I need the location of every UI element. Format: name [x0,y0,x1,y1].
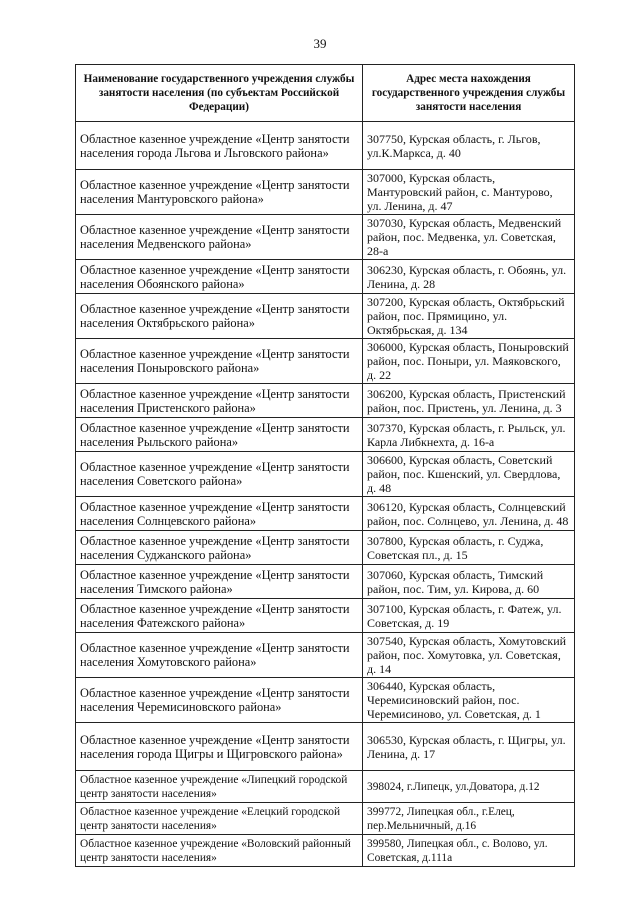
address-cell: 307540, Курская область, Хомутовский район, пос. Хомутовка, ул. Советская, д. 14 [363,633,575,678]
table-row [76,531,575,565]
table-row [76,384,575,418]
institution-name-cell: Областное казенное учреждение «Центр занятости населения Суджанского района» [76,531,363,565]
table-row [76,835,575,867]
table-row [76,497,575,531]
address-cell: 307800, Курская область, г. Суджа, Советская пл., д. 15 [363,531,575,565]
table-row [76,418,575,452]
table-row [76,170,575,215]
table-header-row [76,65,575,122]
address-cell: 306200, Курская область, Пристенский район, пос. Пристень, ул. Ленина, д. 3 [363,384,575,418]
header-institution-name: Наименование государственного учреждения службы занятости населения (по субъектам Российской Федерации) [76,65,363,122]
institution-name-cell: Областное казенное учреждение «Центр занятости населения Советского района» [76,452,363,497]
address-cell: 307750, Курская область, г. Льгов, ул.К.Маркса, д. 40 [363,122,575,170]
institution-name-cell: Областное казенное учреждение «Воловский районный центр занятости населения» [76,835,363,867]
table-row [76,803,575,835]
address-cell: 307100, Курская область, г. Фатеж, ул. Советская, д. 19 [363,599,575,633]
address-cell: 306530, Курская область, г. Щигры, ул. Ленина, д. 17 [363,723,575,771]
institution-name-cell: Областное казенное учреждение «Центр занятости населения Пристенского района» [76,384,363,418]
address-cell: 307000, Курская область, Мантуровский район, с. Мантурово, ул. Ленина, д. 47 [363,170,575,215]
address-cell: 307370, Курская область, г. Рыльск, ул. Карла Либкнехта, д. 16-а [363,418,575,452]
address-cell: 306440, Курская область, Черемисиновский район, пос. Черемисиново, ул. Советская, д. 1 [363,678,575,723]
table-row [76,260,575,294]
table-row [76,122,575,170]
address-cell: 306120, Курская область, Солнцевский район, пос. Солнцево, ул. Ленина, д. 48 [363,497,575,531]
header-address: Адрес места нахождения государственного учреждения службы занятости населения [363,65,575,122]
address-cell: 306230, Курская область, г. Обоянь, ул. Ленина, д. 28 [363,260,575,294]
address-cell: 306600, Курская область, Советский район, пос. Кшенский, ул. Свердлова, д. 48 [363,452,575,497]
table-row [76,723,575,771]
table-row [76,339,575,384]
institution-name-cell: Областное казенное учреждение «Центр занятости населения Обоянского района» [76,260,363,294]
institution-name-cell: Областное казенное учреждение «Центр занятости населения Мантуровского района» [76,170,363,215]
address-cell: 307200, Курская область, Октябрьский район, пос. Прямицино, ул. Октябрьская, д. 134 [363,294,575,339]
address-cell: 399580, Липецкая обл., с. Волово, ул. Советская, д.111а [363,835,575,867]
table-row [76,565,575,599]
institution-name-cell: Областное казенное учреждение «Центр занятости населения Поныровского района» [76,339,363,384]
institution-name-cell: Областное казенное учреждение «Центр занятости населения Солнцевского района» [76,497,363,531]
institution-name-cell: Областное казенное учреждение «Центр занятости населения Хомутовского района» [76,633,363,678]
institution-name-cell: Областное казенное учреждение «Липецкий городской центр занятости населения» [76,771,363,803]
institution-name-cell: Областное казенное учреждение «Центр занятости населения города Щигры и Щигровского района» [76,723,363,771]
institution-name-cell: Областное казенное учреждение «Центр занятости населения Тимского района» [76,565,363,599]
table-row [76,633,575,678]
institution-name-cell: Областное казенное учреждение «Центр занятости населения Октябрьского района» [76,294,363,339]
employment-centers-table [75,64,575,867]
table-row [76,771,575,803]
table-row [76,215,575,260]
table-row [76,294,575,339]
institution-name-cell: Областное казенное учреждение «Центр занятости населения Рыльского района» [76,418,363,452]
address-cell: 399772, Липецкая обл., г.Елец, пер.Мельничный, д.16 [363,803,575,835]
address-cell: 307060, Курская область, Тимский район, пос. Тим, ул. Кирова, д. 60 [363,565,575,599]
address-cell: 307030, Курская область, Медвенский район, пос. Медвенка, ул. Советская, 28-а [363,215,575,260]
institution-name-cell: Областное казенное учреждение «Центр занятости населения Фатежского района» [76,599,363,633]
institution-name-cell: Областное казенное учреждение «Елецкий городской центр занятости населения» [76,803,363,835]
institution-name-cell: Областное казенное учреждение «Центр занятости населения Медвенского района» [76,215,363,260]
address-cell: 398024, г.Липецк, ул.Доватора, д.12 [363,771,575,803]
table-row [76,678,575,723]
table-row [76,599,575,633]
page-number: 39 [313,36,327,51]
table-row [76,452,575,497]
address-cell: 306000, Курская область, Поныровский район, пос. Поныри, ул. Маяковского, д. 22 [363,339,575,384]
institution-name-cell: Областное казенное учреждение «Центр занятости населения города Льгова и Льговского района» [76,122,363,170]
institution-name-cell: Областное казенное учреждение «Центр занятости населения Черемисиновского района» [76,678,363,723]
